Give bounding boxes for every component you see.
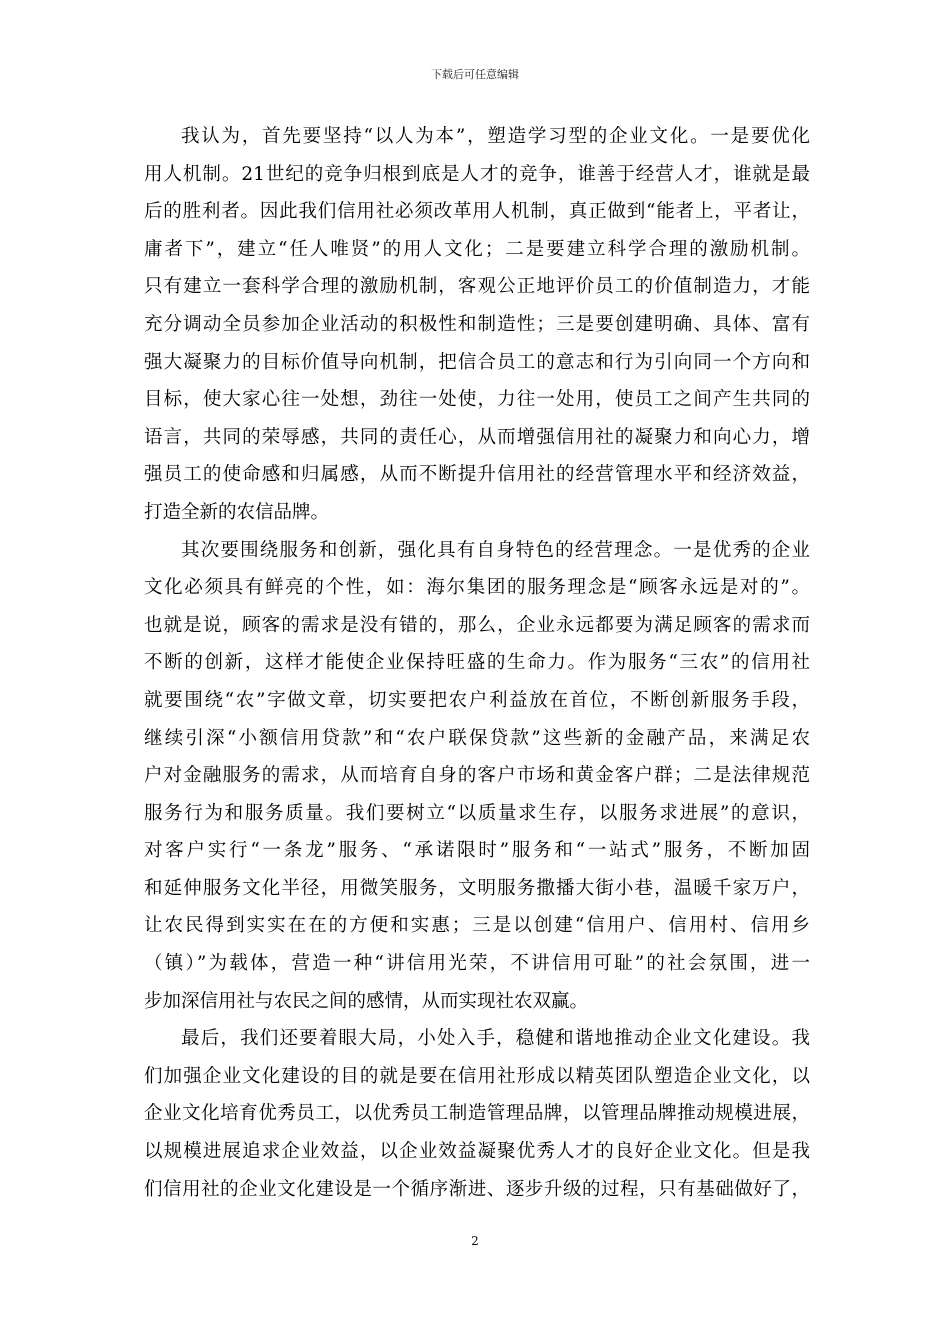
text-line: 语言，共同的荣辱感，共同的责任心，从而增强信用社的凝聚力和向心力，增 xyxy=(144,426,810,448)
text-line: （镇）”为载体，营造一种“讲信用光荣，不讲信用可耻”的社会氛围，进一 xyxy=(144,953,810,975)
text-line: 强员工的使命感和归属感，从而不断提升信用社的经营管理水平和经济效益， xyxy=(144,464,810,486)
text-line: 最后，我们还要着眼大局，小处入手，稳健和谐地推动企业文化建设。我 xyxy=(181,1028,810,1050)
text-line: 庸者下”，建立“任人唯贤”的用人文化；二是要建立科学合理的激励机制。 xyxy=(144,238,810,260)
text-line: 我认为，首先要坚持“以人为本”，塑造学习型的企业文化。一是要优化 xyxy=(181,126,810,147)
text-line: 户对金融服务的需求，从而培育自身的客户市场和黄金客户群；二是法律规范 xyxy=(144,765,810,787)
text-line: 其次要围绕服务和创新，强化具有自身特色的经营理念。一是优秀的企业 xyxy=(181,539,810,561)
text-line: 企业文化培育优秀员工，以优秀员工制造管理品牌，以管理品牌推动规模进展， xyxy=(144,1103,810,1125)
paragraph-2 xyxy=(144,532,810,1021)
text-line: 以规模进展追求企业效益，以企业效益凝聚优秀人才的良好企业文化。但是我 xyxy=(144,1141,810,1163)
page-header: 下载后可任意编辑 xyxy=(431,68,519,81)
page-number: 2 xyxy=(471,1234,479,1248)
text-line: 对客户实行“一条龙”服务、“承诺限时”服务和“一站式”服务，不断加固 xyxy=(144,840,810,862)
text-line: 打造全新的农信品牌。 xyxy=(144,501,330,523)
text-line: 充分调动全员参加企业活动的积极性和制造性；三是要创建明确、具体、富有 xyxy=(144,313,810,335)
text-line: 和延伸服务文化半径，用微笑服务，文明服务撒播大街小巷，温暖千家万户， xyxy=(144,877,810,899)
text-line: 继续引深“小额信用贷款”和“农户联保贷款”这些新的金融产品，来满足农 xyxy=(144,727,810,749)
text-line: 们信用社的企业文化建设是一个循序渐进、逐步升级的过程，只有基础做好了， xyxy=(144,1178,810,1200)
text-line: 用人机制。21世纪的竞争归根到底是人才的竞争，谁善于经营人才，谁就是最 xyxy=(144,163,810,185)
text-line: 后的胜利者。因此我们信用社必须改革用人机制，真正做到“能者上，平者让， xyxy=(144,201,810,223)
document-body xyxy=(144,118,810,1208)
text-line: 让农民得到实实在在的方便和实惠；三是以创建“信用户、信用村、信用乡 xyxy=(144,915,810,937)
text-line: 步加深信用社与农民之间的感情，从而实现社农双赢。 xyxy=(144,990,589,1012)
text-line: 也就是说，顾客的需求是没有错的，那么，企业永远都要为满足顾客的需求而 xyxy=(144,614,810,636)
paragraph-1 xyxy=(144,118,810,532)
text-line: 们加强企业文化建设的目的就是要在信用社形成以精英团队塑造企业文化，以 xyxy=(144,1065,810,1087)
text-line: 不断的创新，这样才能使企业保持旺盛的生命力。作为服务“三农”的信用社 xyxy=(144,652,810,674)
paragraph-3 xyxy=(144,1020,810,1208)
text-line: 目标，使大家心往一处想，劲往一处使，力往一处用，使员工之间产生共同的 xyxy=(144,389,810,411)
text-line: 只有建立一套科学合理的激励机制，客观公正地评价员工的价值制造力，才能 xyxy=(144,276,810,298)
text-line: 就要围绕“农”字做文章，切实要把农户利益放在首位，不断创新服务手段， xyxy=(144,689,810,711)
text-line: 文化必须具有鲜亮的个性，如：海尔集团的服务理念是“顾客永远是对的”。 xyxy=(144,577,810,599)
text-line: 强大凝聚力的目标价值导向机制，把信合员工的意志和行为引向同一个方向和 xyxy=(144,351,810,373)
text-line: 服务行为和服务质量。我们要树立“以质量求生存，以服务求进展”的意识， xyxy=(144,802,810,824)
